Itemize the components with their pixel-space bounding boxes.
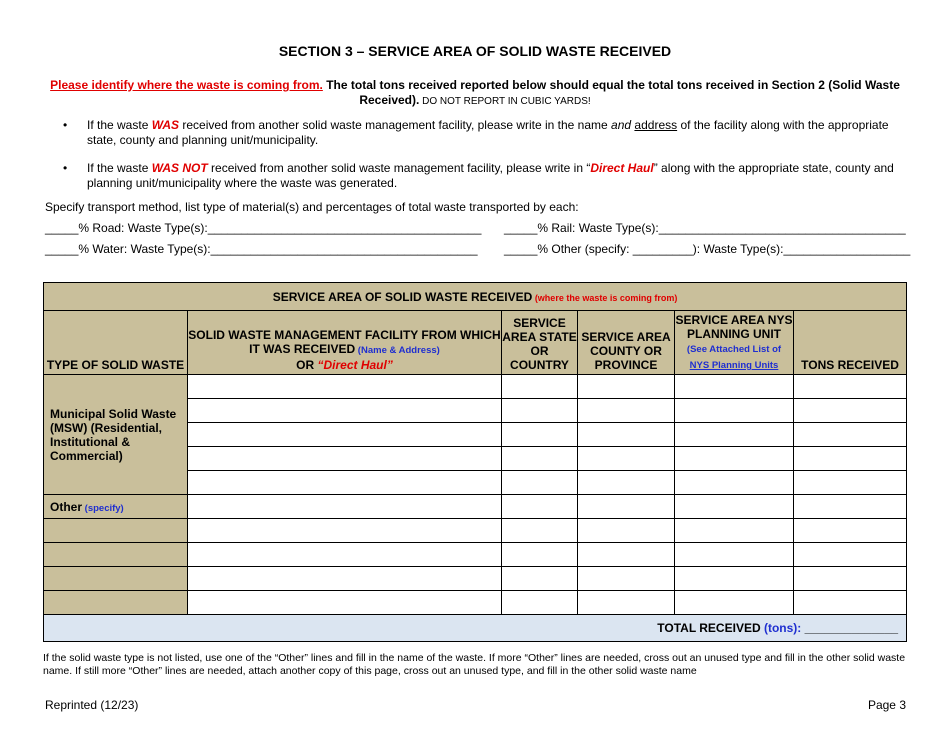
- county-input[interactable]: [578, 543, 675, 567]
- facility-input[interactable]: [188, 567, 502, 591]
- tons-input[interactable]: [794, 375, 907, 399]
- col-header-state: SERVICE AREA STATE OR COUNTRY: [502, 311, 578, 375]
- bullet-icon: •: [63, 161, 68, 175]
- county-input[interactable]: [578, 423, 675, 447]
- nys-input[interactable]: [675, 495, 794, 519]
- intro-highlight: Please identify where the waste is coming from.: [50, 78, 323, 92]
- state-input[interactable]: [502, 591, 578, 615]
- col-header-type: TYPE OF SOLID WASTE: [44, 311, 188, 375]
- transport-road-field[interactable]: _____% Road: Waste Type(s):_________________________________________: [45, 221, 482, 235]
- facility-input[interactable]: [188, 591, 502, 615]
- county-input[interactable]: [578, 375, 675, 399]
- tons-input[interactable]: [794, 447, 907, 471]
- state-input[interactable]: [502, 423, 578, 447]
- county-input[interactable]: [578, 591, 675, 615]
- state-input[interactable]: [502, 543, 578, 567]
- county-input[interactable]: [578, 471, 675, 495]
- other-type-cell[interactable]: [44, 543, 188, 567]
- col-header-nys: SERVICE AREA NYS PLANNING UNIT (See Attached List of NYS Planning Units: [675, 311, 794, 375]
- nys-input[interactable]: [675, 399, 794, 423]
- msw-type-cell: Municipal Solid Waste (MSW) (Residential, Institutional & Commercial): [44, 375, 188, 495]
- list-item: • If the waste WAS received from another solid waste management facility, please write in the name and address of the facility along with the appropriate state, county and planning unit/municipality.: [63, 118, 889, 147]
- nys-input[interactable]: [675, 375, 794, 399]
- tons-input[interactable]: [794, 543, 907, 567]
- tons-input[interactable]: [794, 567, 907, 591]
- other-type-cell[interactable]: [44, 591, 188, 615]
- county-input[interactable]: [578, 399, 675, 423]
- nys-input[interactable]: [675, 423, 794, 447]
- col-header-tons: TONS RECEIVED: [794, 311, 907, 375]
- facility-input[interactable]: [188, 375, 502, 399]
- total-received-row[interactable]: TOTAL RECEIVED (tons): ______________: [44, 615, 907, 642]
- state-input[interactable]: [502, 471, 578, 495]
- other-type-cell[interactable]: [44, 519, 188, 543]
- tons-input[interactable]: [794, 471, 907, 495]
- table-band-header: SERVICE AREA OF SOLID WASTE RECEIVED (where the waste is coming from): [44, 283, 907, 311]
- intro-bold: The total tons received reported below should equal the total tons received in Section 2 (Solid Waste Received).: [322, 78, 900, 107]
- page-title: SECTION 3 – SERVICE AREA OF SOLID WASTE RECEIVED: [278, 43, 672, 59]
- nys-input[interactable]: [675, 543, 794, 567]
- county-input[interactable]: [578, 495, 675, 519]
- state-input[interactable]: [502, 375, 578, 399]
- transport-instruction: Specify transport method, list type of material(s) and percentages of total waste transported by each:: [45, 200, 579, 214]
- facility-input[interactable]: [188, 447, 502, 471]
- county-input[interactable]: [578, 447, 675, 471]
- tons-input[interactable]: [794, 423, 907, 447]
- state-input[interactable]: [502, 447, 578, 471]
- intro-small: DO NOT REPORT IN CUBIC YARDS!: [419, 96, 591, 107]
- county-input[interactable]: [578, 519, 675, 543]
- page-number: Page 3: [867, 698, 906, 712]
- tons-input[interactable]: [794, 399, 907, 423]
- county-input[interactable]: [578, 567, 675, 591]
- transport-water-field[interactable]: _____% Water: Waste Type(s):________________________________________: [45, 242, 478, 256]
- reprint-date: Reprinted (12/23): [45, 698, 139, 712]
- facility-input[interactable]: [188, 399, 502, 423]
- col-header-county: SERVICE AREA COUNTY OR PROVINCE: [578, 311, 675, 375]
- facility-input[interactable]: [188, 543, 502, 567]
- nys-input[interactable]: [675, 471, 794, 495]
- footnote: If the solid waste type is not listed, use one of the “Other” lines and fill in the name of the waste. If more “Other” lines are needed, cross out an unused type and fill in the other solid waste name. If still more “Other” lines are needed, attach another copy of this page, cross out an unused type, and fill in the other solid waste name: [43, 652, 906, 677]
- transport-rail-field[interactable]: _____% Rail: Waste Type(s):_____________________________________: [504, 221, 906, 235]
- list-item: • If the waste WAS NOT received from another solid waste management facility, please write in “Direct Haul” along with the appropriate state, county and planning unit/municipality where the waste was generated.: [63, 161, 894, 190]
- other-type-cell[interactable]: [44, 567, 188, 591]
- facility-input[interactable]: [188, 495, 502, 519]
- instruction-list: [60, 118, 905, 204]
- state-input[interactable]: [502, 495, 578, 519]
- service-area-table: [43, 282, 907, 642]
- facility-input[interactable]: [188, 423, 502, 447]
- facility-input[interactable]: [188, 471, 502, 495]
- nys-input[interactable]: [675, 519, 794, 543]
- tons-input[interactable]: [794, 495, 907, 519]
- state-input[interactable]: [502, 519, 578, 543]
- tons-input[interactable]: [794, 519, 907, 543]
- nys-input[interactable]: [675, 567, 794, 591]
- nys-input[interactable]: [675, 591, 794, 615]
- other-type-cell[interactable]: Other (specify): [44, 495, 188, 519]
- bullet-icon: •: [63, 118, 68, 132]
- tons-input[interactable]: [794, 591, 907, 615]
- intro-text: [45, 78, 905, 109]
- nys-input[interactable]: [675, 447, 794, 471]
- transport-other-field[interactable]: _____% Other (specify: _________): Waste Type(s):___________________: [504, 242, 911, 256]
- state-input[interactable]: [502, 567, 578, 591]
- state-input[interactable]: [502, 399, 578, 423]
- col-header-facility: SOLID WASTE MANAGEMENT FACILITY FROM WHICH IT WAS RECEIVED (Name & Address) OR “Direct Haul”: [188, 311, 502, 375]
- facility-input[interactable]: [188, 519, 502, 543]
